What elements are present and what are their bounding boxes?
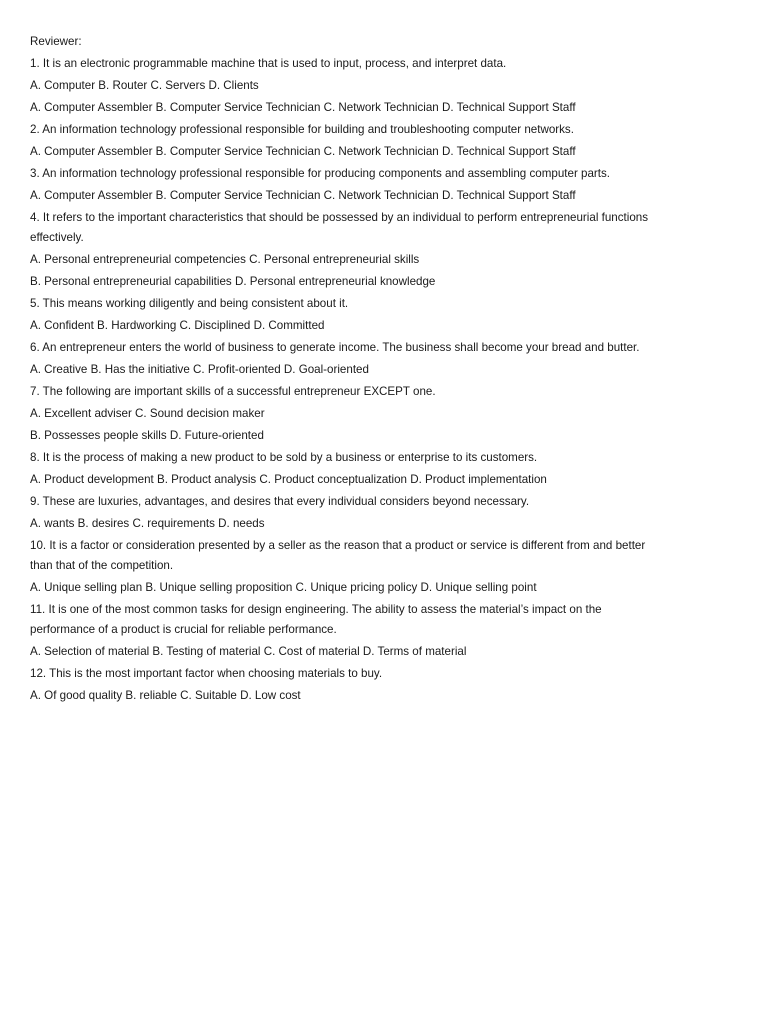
question-5: 5. This means working diligently and being consistent about it. (30, 297, 349, 310)
question-6: 6. An entrepreneur enters the world of business to generate income. The business shall become your bread and butter. (30, 341, 640, 354)
question-11: 11. It is one of the most common tasks for design engineering. The ability to assess the material’s impact on the (30, 603, 602, 616)
question-11-continued: performance of a product is crucial for reliable performance. (30, 623, 337, 636)
question-10: 10. It is a factor or consideration presented by a seller as the reason that a product or service is different from and better (30, 539, 646, 552)
answer-choices-1: A. Computer B. Router C. Servers D. Clients (30, 79, 259, 92)
question-1: 1. It is an electronic programmable machine that is used to input, process, and interpret data. (30, 57, 507, 70)
answer-choices-extra: A. Computer Assembler B. Computer Service Technician C. Network Technician D. Technical Support Staff (30, 101, 576, 114)
question-8: 8. It is the process of making a new product to be sold by a business or enterprise to its customers. (30, 451, 538, 464)
answer-choices-2: A. Computer Assembler B. Computer Service Technician C. Network Technician D. Technical Support Staff (30, 145, 576, 158)
question-3: 3. An information technology professional responsible for producing components and assembling computer parts. (30, 167, 611, 180)
question-4: 4. It refers to the important characteristics that should be possessed by an individual to perform entrepreneurial functions (30, 211, 649, 224)
question-2: 2. An information technology professional responsible for building and troubleshooting computer networks. (30, 123, 574, 136)
question-12: 12. This is the most important factor when choosing materials to buy. (30, 667, 383, 680)
question-7: 7. The following are important skills of a successful entrepreneur EXCEPT one. (30, 385, 436, 398)
question-4-continued: effectively. (30, 231, 84, 244)
answer-choices-8: A. Product development B. Product analysis C. Product conceptualization D. Product implementation (30, 473, 547, 486)
answer-choices-7a: A. Excellent adviser C. Sound decision maker (30, 407, 265, 420)
document-page (30, 36, 720, 712)
document-heading: Reviewer: (30, 35, 82, 48)
answer-choices-3: A. Computer Assembler B. Computer Service Technician C. Network Technician D. Technical Support Staff (30, 189, 576, 202)
question-10-continued: than that of the competition. (30, 559, 174, 572)
answer-choices-7b: B. Possesses people skills D. Future-oriented (30, 429, 264, 442)
answer-choices-5: A. Confident B. Hardworking C. Disciplined D. Committed (30, 319, 325, 332)
answer-choices-11: A. Selection of material B. Testing of material C. Cost of material D. Terms of material (30, 645, 467, 658)
answer-choices-4a: A. Personal entrepreneurial competencies C. Personal entrepreneurial skills (30, 253, 420, 266)
answer-choices-9: A. wants B. desires C. requirements D. needs (30, 517, 265, 530)
answer-choices-10: A. Unique selling plan B. Unique selling proposition C. Unique pricing policy D. Unique selling point (30, 581, 537, 594)
answer-choices-6: A. Creative B. Has the initiative C. Profit-oriented D. Goal-oriented (30, 363, 369, 376)
answer-choices-4b: B. Personal entrepreneurial capabilities D. Personal entrepreneurial knowledge (30, 275, 436, 288)
answer-choices-12: A. Of good quality B. reliable C. Suitable D. Low cost (30, 689, 301, 702)
question-9: 9. These are luxuries, advantages, and desires that every individual considers beyond necessary. (30, 495, 530, 508)
